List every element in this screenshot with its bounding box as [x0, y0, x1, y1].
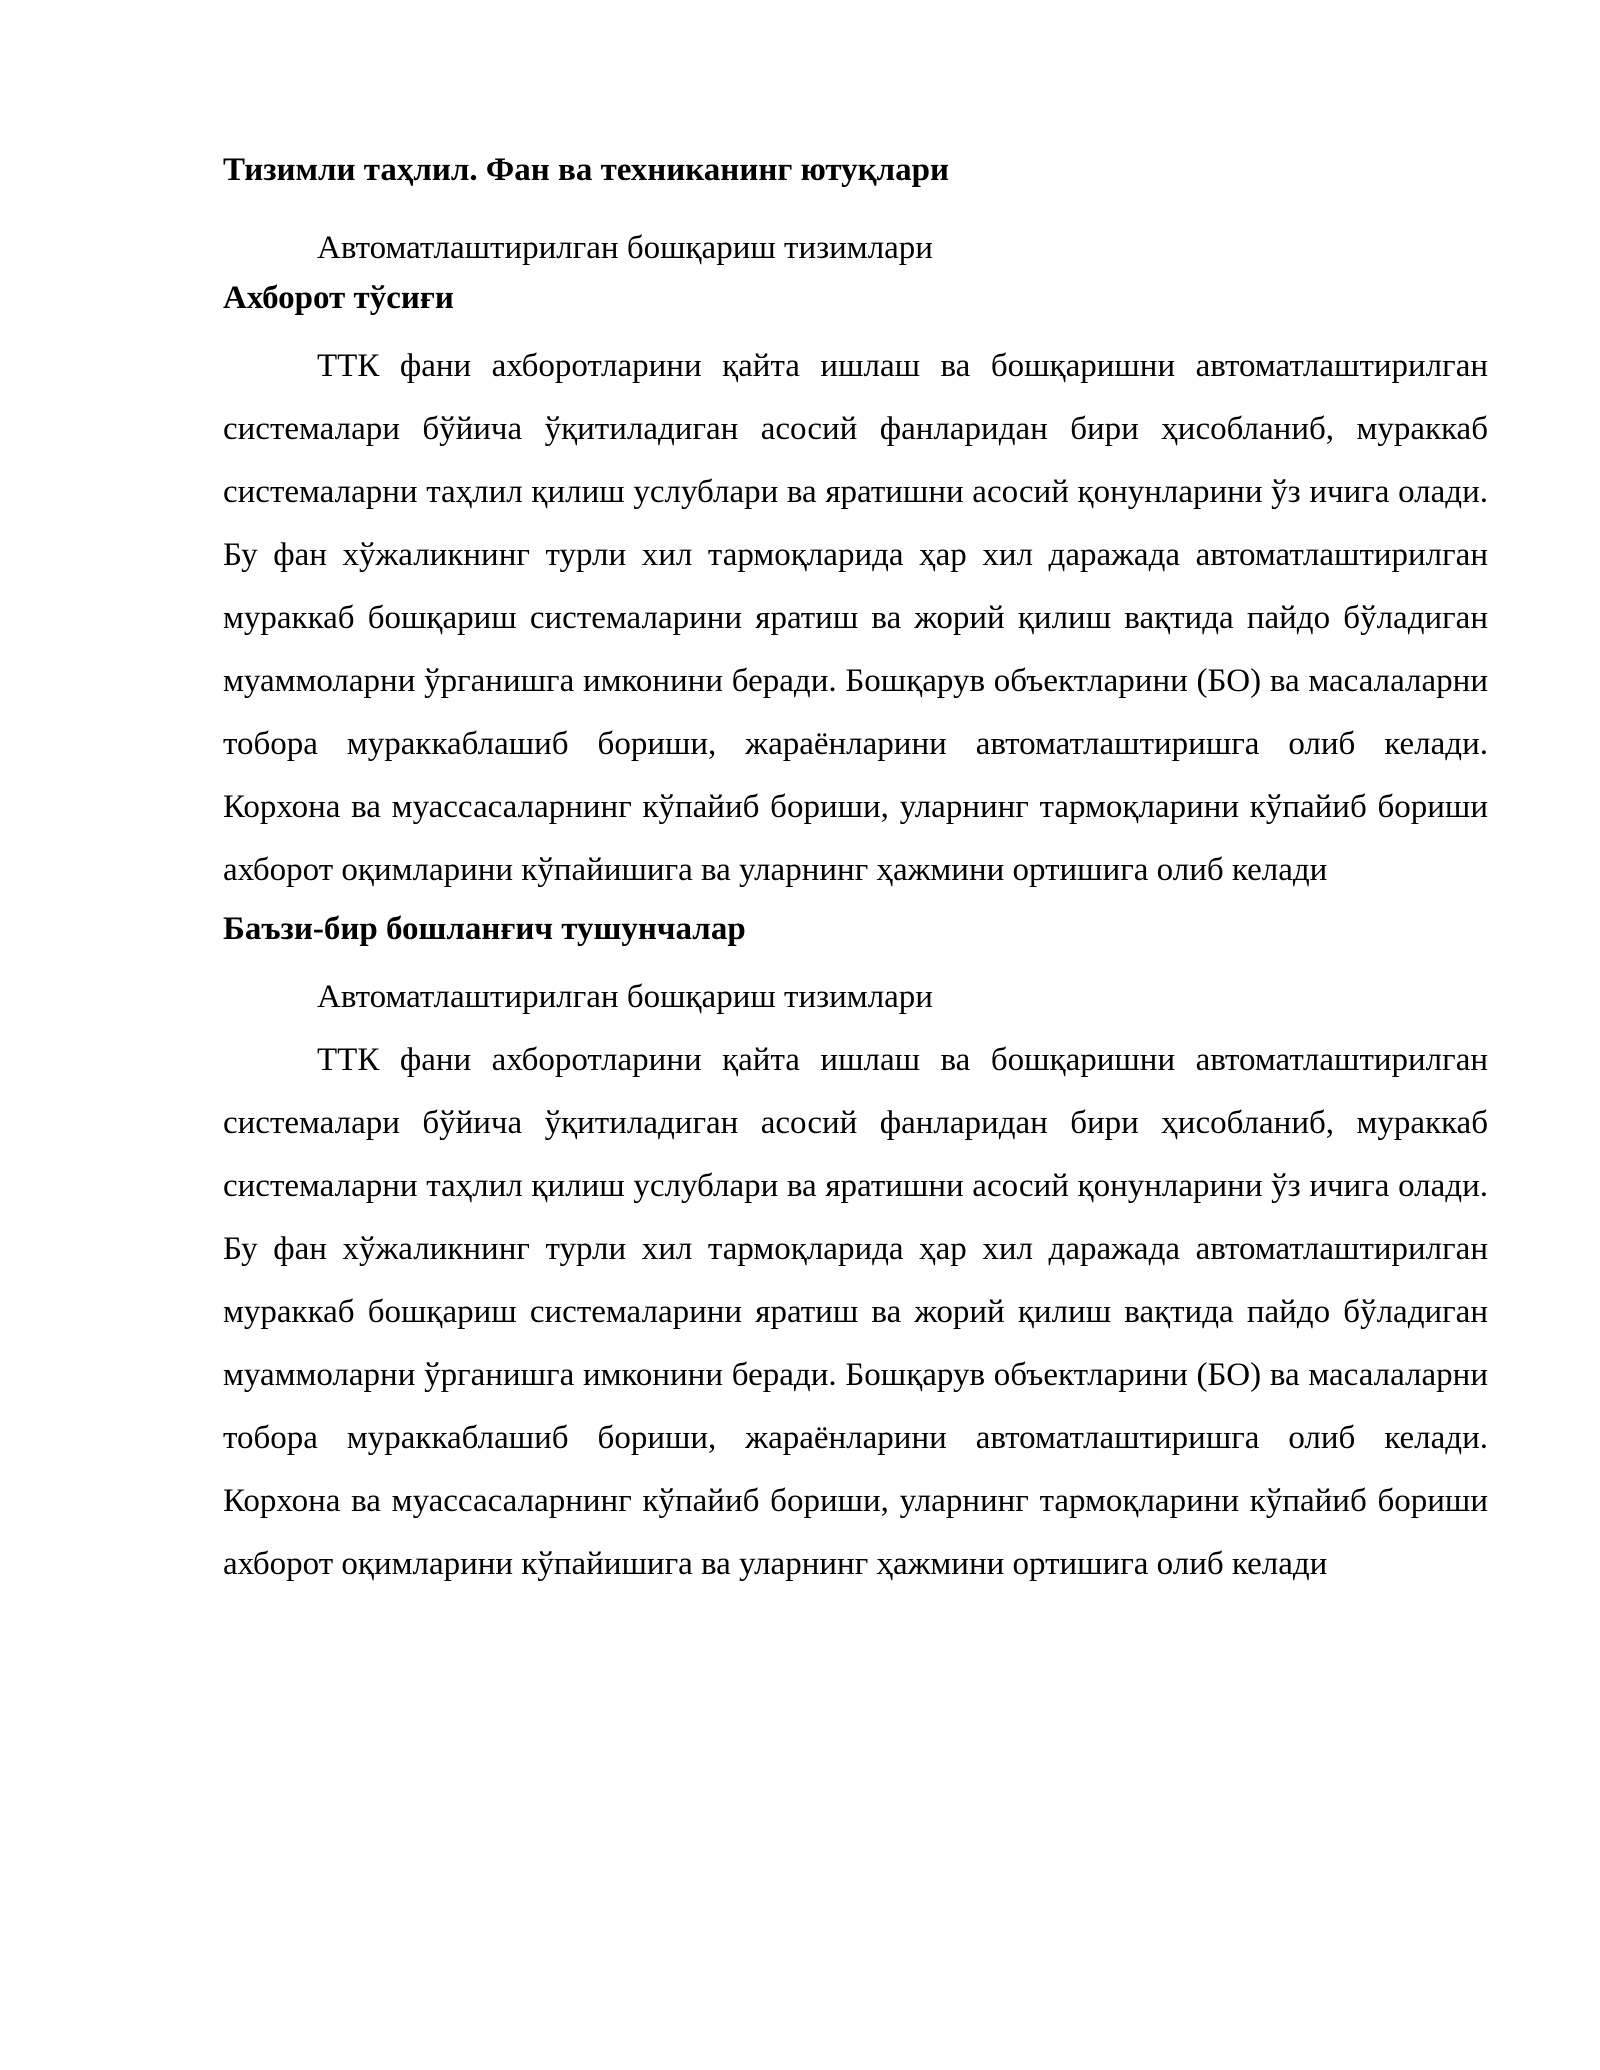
section2-paragraph: ТТК фани ахборотларини қайта ишлаш ва бошқаришни автоматлаштирилган системалари бўйича ўқитиладиган асосий фанларидан бири ҳисобланиб, мураккаб системаларни таҳлил қилиш услублари ва яратишни асосий қонунларини ўз ичига олади. Бу фан хўжаликнинг турли хил тармоқларида ҳар хил даражада автоматлаштирилган мураккаб бошқариш системаларини яратиш ва жорий қилиш вақтида пайдо бўладиган муаммоларни ўрганишга имконини беради. Бошқарув объектларини (БО) ва масалаларни тобора мураккаблашиб бориши, жараёнларини автоматлаштиришга олиб келади. Корхона ва муассасаларнинг кўпайиб бориши, уларнинг тармоқларини кўпайиб бориши ахборот оқимларини кўпайишига ва уларнинг ҳажмини ортишига олиб келади [223, 1042, 1488, 1582]
document-page [223, 145, 1488, 1596]
spacer [223, 954, 1488, 966]
section1-heading: Ахборот тўсиғи [223, 280, 454, 316]
document-title: Тизимли таҳлил. Фан ва техниканинг ютуқлари [223, 152, 950, 188]
section1-paragraph: ТТК фани ахборотларини қайта ишлаш ва бошқаришни автоматлаштирилган системалари бўйича ўқитиладиган асосий фанларидан бири ҳисобланиб, мураккаб системаларни таҳлил қилиш услублари ва яратишни асосий қонунларини ўз ичига олади. Бу фан хўжаликнинг турли хил тармоқларида ҳар хил даражада автоматлаштирилган мураккаб бошқариш системаларини яратиш ва жорий қилиш вақтида пайдо бўладиган муаммоларни ўрганишга имконини беради. Бошқарув объектларини (БО) ва масалаларни тобора мураккаблашиб бориши, жараёнларини автоматлаштиришга олиб келади. Корхона ва муассасаларнинг кўпайиб бориши, уларнинг тармоқларини кўпайиб бориши ахборот оқимларини кўпайишига ва уларнинг ҳажмини ортишига олиб келади [223, 348, 1488, 888]
section2-subtitle: Автоматлаштирилган бошқариш тизимлари [317, 979, 933, 1015]
spacer [223, 195, 1488, 223]
spacer [223, 323, 1488, 335]
section2-heading: Баъзи-бир бошланғич тушунчалар [223, 911, 746, 947]
section1-subtitle: Автоматлаштирилган бошқариш тизимлари [317, 230, 933, 266]
